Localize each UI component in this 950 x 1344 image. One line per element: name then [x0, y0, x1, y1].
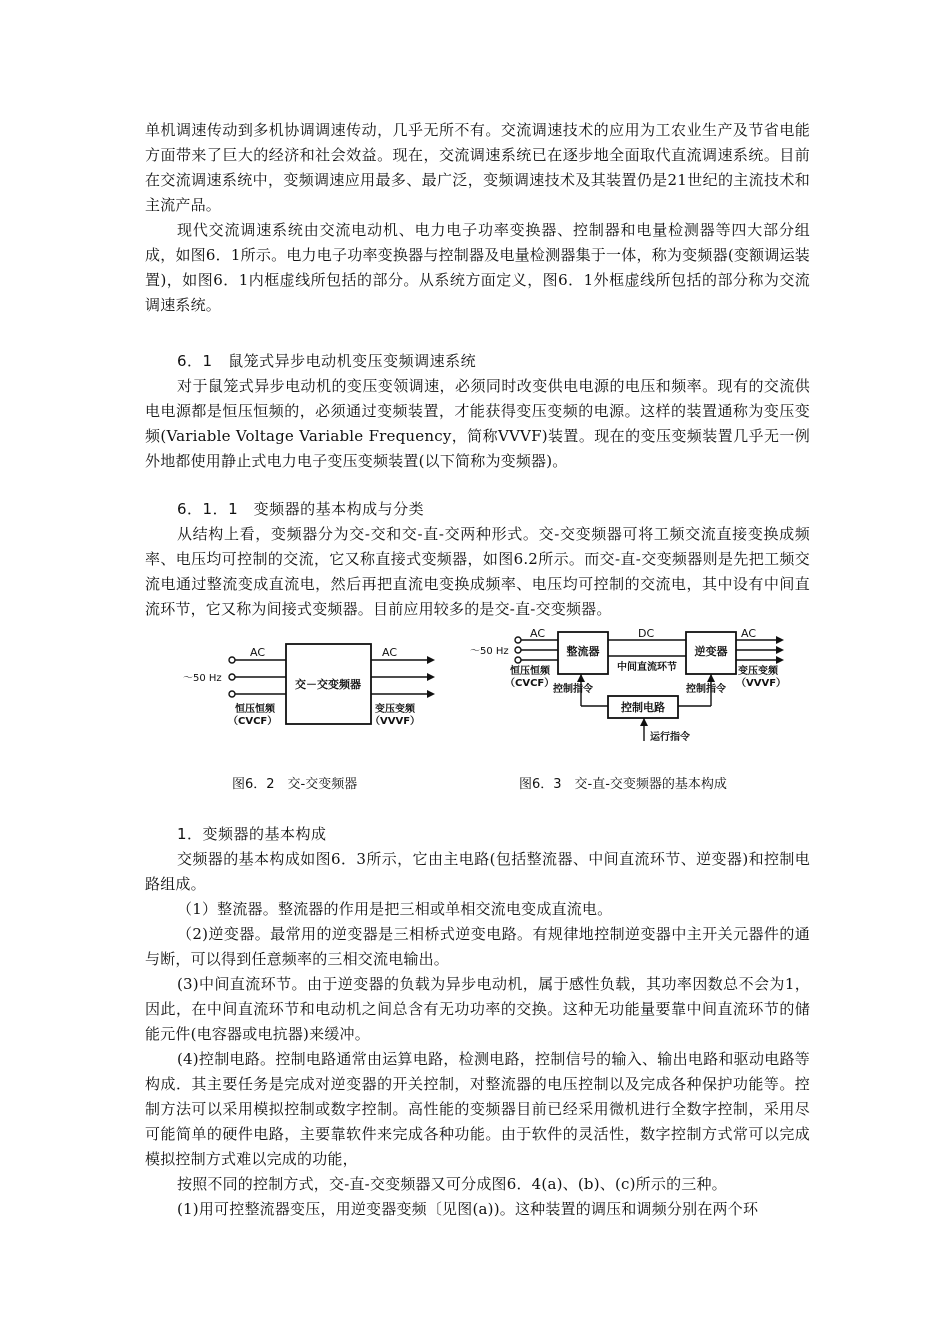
fig62-freq-label: ～50 Hz	[183, 673, 222, 684]
fig63-run-cmd-label: 运行指令	[650, 732, 690, 743]
fig63-freq-label: ～50 Hz	[470, 646, 509, 657]
fig63-cvcf-label: 恒压恒频	[510, 666, 550, 677]
section-6-1-heading: 6．1 鼠笼式异步电动机变压变频调速系统	[177, 352, 477, 370]
fig62-box-label: 交－交变频器	[295, 678, 361, 691]
fig63-ctrl-cmd-left: 控制指令	[553, 684, 593, 695]
basic-heading: 1．变频器的基本构成	[177, 825, 327, 843]
basic-item-3: (3)中间直流环节。由于逆变器的负载为异步电动机，属于感性负载，其功率因数总不会为1，因此，在中间直流环节和电动机之间总含有无功功率的交换。这种无功能量要靠中间直流环节的储能元件(电容器或电抗器)来缓冲。	[145, 975, 810, 1043]
fig63-dc-link-label: 中间直流环节	[617, 662, 677, 673]
basic-item-2: （2)逆变器。最常用的逆变器是三相桥式逆变电路。有规律地控制逆变器中主开关元器件的通与断，可以得到任意频率的三相交流电输出。	[145, 925, 810, 968]
fig63-dc-label: DC	[638, 627, 655, 640]
intro-paragraph-2: 现代交流调速系统由交流电动机、电力电子功率变换器、控制器和电量检测器等四大部分组成，如图6．1所示。电力电子功率变换器与控制器及电量检测器集于一体，称为变频器(变额调运装置)，如图6．1内框虚线所包括的部分。从系统方面定义，图6．1外框虚线所包括的部分称为交流调速系统。	[145, 221, 810, 314]
figure-6-2-caption: 图6．2 交-交变频器	[232, 777, 358, 792]
section-6-1-1-paragraph: 从结构上看，变频器分为交-交和交-直-交两种形式。交-交变频器可将工频交流直接变换成频率、电压均可控制的交流，它又称直接式变频器，如图6.2所示。而交-直-交变频器则是先把工频交流电通过整流变成直流电，然后再把直流电变换成频率、电压均可控制的交流电，其中设有中间直流环节，它又称为间接式变频器。目前应用较多的是交-直-交变频器。	[145, 525, 810, 618]
basic-item-1: （1）整流器。整流器的作用是把三相或单相交流电变成直流电。	[177, 900, 613, 918]
fig62-cvcf-abbr: （CVCF）	[228, 716, 278, 727]
basic-paragraph-2: 按照不同的控制方式，交-直-交变频器又可分成图6．4(a)、(b)、(c)所示的三种。	[177, 1175, 727, 1193]
basic-paragraph: 交频器的基本构成如图6．3所示，它由主电路(包括整流器、中间直流环节、逆变器)和控制电路组成。	[145, 850, 810, 893]
fig63-ctrl-circuit-label: 控制电路	[621, 701, 665, 714]
fig63-rectifier-label: 整流器	[566, 645, 600, 658]
fig62-ac-in-label: AC	[250, 646, 266, 659]
fig63-cvcf-abbr: （CVCF）	[505, 678, 555, 689]
basic-item-4: (4)控制电路。控制电路通常由运算电路，检测电路，控制信号的输入、输出电路和驱动电路等构成．其主要任务是完成对逆变器的开关控制，对整流器的电压控制以及完成各种保护功能等。控制方法可以采用模拟控制或数字控制。高性能的变频器目前已经采用微机进行全数字控制，采用尽可能简单的硬件电路，主要靠软件来完成各种功能。由于软件的灵活性，数字控制方式常可以完成模拟控制方式难以完成的功能，	[145, 1050, 810, 1168]
fig63-vvvf-abbr: （VVVF）	[736, 678, 787, 689]
fig63-ac-in-label: AC	[530, 627, 546, 640]
figure-6-2-diagram	[175, 632, 440, 752]
section-6-1-1-heading: 6．1．1 变频器的基本构成与分类	[177, 500, 425, 518]
section-6-1-paragraph: 对于鼠笼式异步电动机的变压变领调速，必须同时改变供电电源的电压和频率。现有的交流供电电源都是恒压恒频的，必须通过变频装置，才能获得变压变频的电源。这样的装置通称为变压变频(Variable Voltage Variable Frequency，简称VVVF)装置。现在的变压变频装置几乎无一例外地都使用静止式电力电子变压变频装置(以下简称为变频器)。	[145, 377, 810, 470]
fig63-inverter-label: 逆变器	[694, 645, 728, 658]
intro-paragraph-1: 单机调速传动到多机协调调速传动，几乎无所不有。交流调速技术的应用为工农业生产及节省电能方面带来了巨大的经济和社会效益。现在，交流调速系统已在逐步地全面取代直流调速系统。目前在交流调速系统中，变频调速应用最多、最广泛，变频调速技术及其装置仍是21世纪的主流技术和主流产品。	[145, 121, 810, 214]
fig63-vvvf-label: 变压变频	[738, 666, 778, 677]
fig62-vvvf-abbr: （VVVF）	[370, 716, 421, 727]
fig62-ac-out-label: AC	[382, 646, 398, 659]
fig62-cvcf-label: 恒压恒频	[235, 704, 275, 715]
fig63-ctrl-cmd-right: 控制指令	[686, 684, 726, 695]
figure-6-3-caption: 图6．3 交-直-交变频器的基本构成	[519, 777, 727, 792]
figure-6-3-diagram	[468, 626, 788, 751]
fig62-vvvf-label: 变压变频	[375, 704, 415, 715]
fig63-ac-out-label: AC	[741, 627, 757, 640]
basic-paragraph-3: (1)用可控整流器变压，用逆变器变频〔见图(a))。这种装置的调压和调频分别在两个环	[177, 1200, 759, 1218]
